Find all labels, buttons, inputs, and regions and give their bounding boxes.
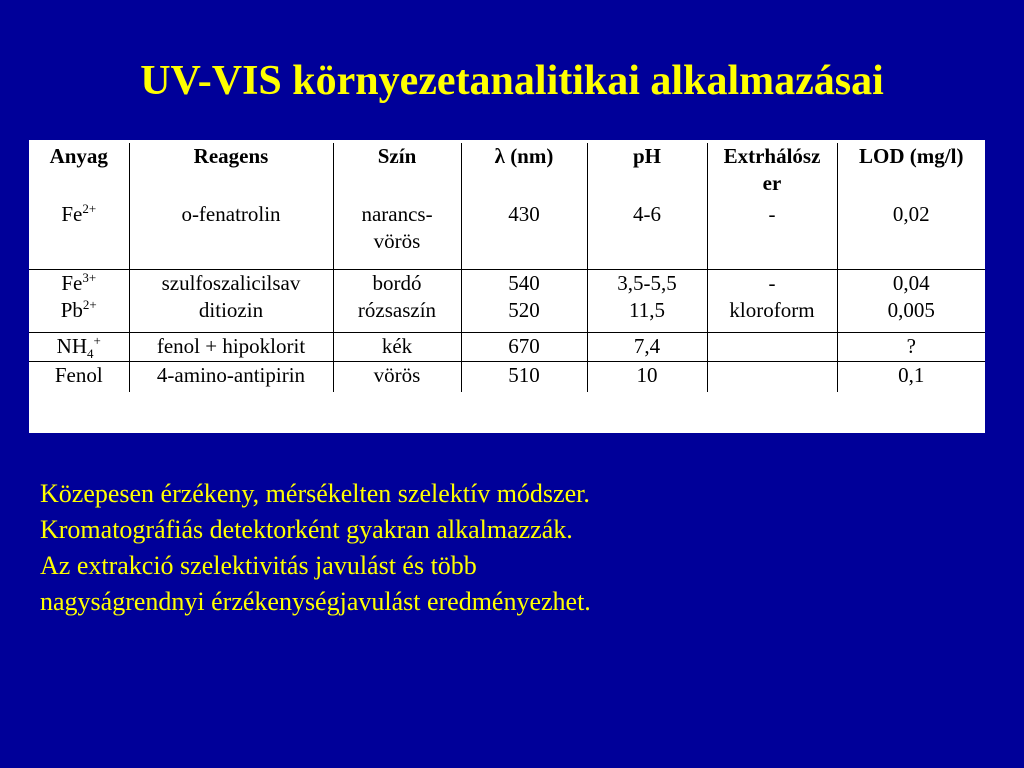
header-extr-line2: er — [762, 171, 782, 195]
cell-ph-fe3: 3,5-5,5 — [617, 271, 677, 295]
cell-ph: 7,4 — [587, 333, 707, 362]
cell-anyag: Fenol — [29, 362, 129, 393]
cell-reagens: fenol + hipoklorit — [129, 333, 333, 362]
table-panel — [29, 140, 985, 433]
cell-reagens: o-fenatrolin — [129, 201, 333, 270]
cell-lambda-fe3: 540 — [508, 271, 540, 295]
cell-szin — [333, 270, 461, 333]
cell-lod-fe3: 0,04 — [892, 271, 930, 295]
body-line-2: Kromatográfiás detektorként gyakran alkalmazzák. — [40, 515, 573, 544]
cell-extr — [707, 362, 837, 393]
body-line-4: nagyságrendnyi érzékenységjavulást eredményezhet. — [40, 587, 591, 616]
header-reagens: Reagens — [129, 143, 333, 201]
header-extr — [707, 143, 837, 201]
cell-szin-pb2: rózsaszín — [357, 298, 437, 322]
cell-lambda: 670 — [461, 333, 587, 362]
table-header-row — [29, 143, 985, 201]
cell-anyag: $Fe^{2+}$ — [61, 201, 97, 226]
cell-lod — [837, 270, 985, 333]
cell-lambda-pb2: 520 — [508, 298, 540, 322]
header-anyag: Anyag — [49, 144, 108, 168]
cell-reagens-pb2: ditiozin — [198, 298, 264, 322]
cell-szin-line1: narancs- — [361, 202, 433, 226]
body-line-1: Közepesen érzékeny, mérsékelten szelektív módszer. — [40, 479, 590, 508]
cell-szin — [333, 201, 461, 270]
cell-reagens — [129, 270, 333, 333]
cell-lod: ? — [837, 333, 985, 362]
body-text — [40, 476, 990, 620]
cell-extr — [707, 333, 837, 362]
cell-anyag — [29, 270, 129, 333]
cell-szin: vörös — [333, 362, 461, 393]
header-lod: LOD (mg/l) — [837, 143, 985, 201]
cell-extr-fe3: - — [768, 271, 776, 295]
cell-anyag-pb2: $Pb^{2+}$ — [60, 297, 97, 322]
cell-anyag-fe3: $Fe^{3+}$ — [61, 270, 97, 295]
header-extr-line1: Extrhálósz — [723, 144, 821, 168]
header-szin: Szín — [333, 143, 461, 201]
cell-ph: 10 — [587, 362, 707, 393]
cell-lod: 0,1 — [837, 362, 985, 393]
cell-lambda — [461, 270, 587, 333]
cell-szin: kék — [333, 333, 461, 362]
cell-ph: 4-6 — [587, 201, 707, 270]
header-ph: pH — [587, 143, 707, 201]
table-row-fe2 — [29, 201, 985, 270]
cell-szin-line2: vörös — [373, 229, 421, 253]
cell-extr: - — [707, 201, 837, 270]
cell-ph-pb2: 11,5 — [629, 298, 665, 322]
slide-title: UV-VIS környezetanalitikai alkalmazásai — [140, 58, 884, 104]
cell-lod-pb2: 0,005 — [887, 298, 935, 322]
body-line-3: Az extrakció szelektivitás javulást és több — [40, 551, 477, 580]
cell-reagens: 4-amino-antipirin — [129, 362, 333, 393]
cell-lod: 0,02 — [837, 201, 985, 270]
cell-anyag: $NH_4^+$ — [29, 333, 129, 362]
data-table — [29, 143, 985, 392]
cell-lambda: 430 — [461, 201, 587, 270]
cell-reagens-fe3: szulfoszalicilsav — [161, 271, 301, 295]
header-lambda: λ (nm) — [461, 143, 587, 201]
cell-extr-pb2: kloroform — [729, 298, 815, 322]
cell-szin-fe3: bordó — [372, 271, 422, 295]
table-row-nh4 — [29, 333, 985, 362]
table-row-fe3-pb2 — [29, 270, 985, 333]
cell-extr — [707, 270, 837, 333]
cell-lambda: 510 — [461, 362, 587, 393]
cell-ph — [587, 270, 707, 333]
table-row-fenol — [29, 362, 985, 393]
